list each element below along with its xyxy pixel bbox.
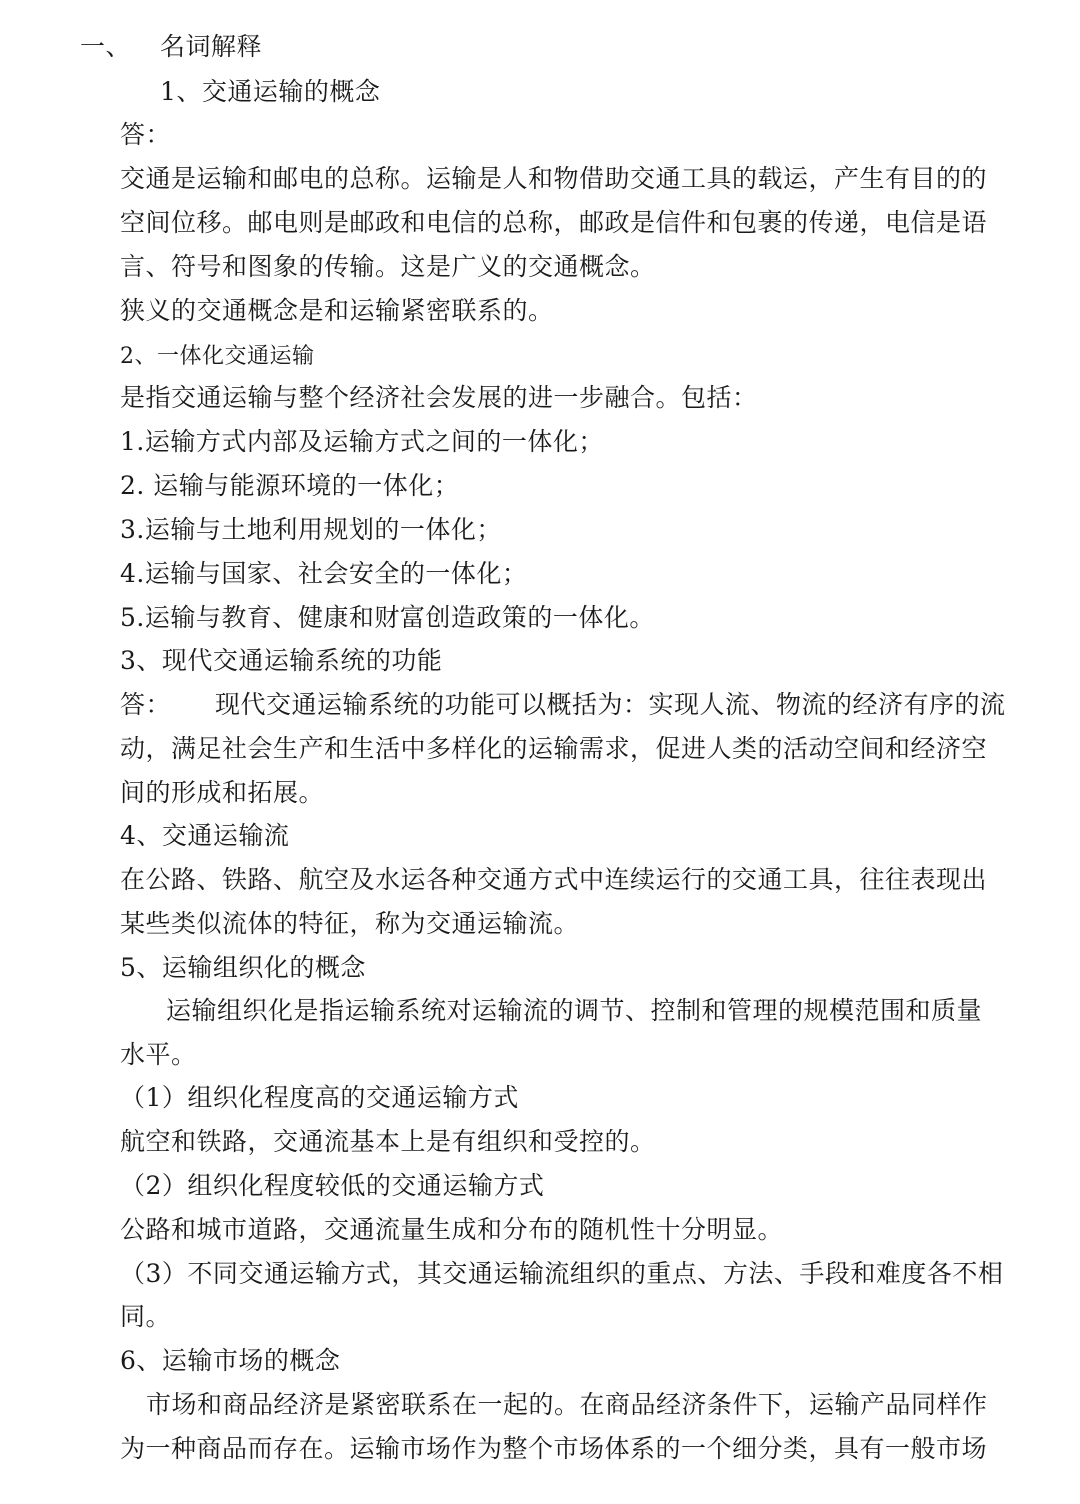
item-4-line-2: 某些类似流体的特征，称为交通运输流。 — [120, 909, 580, 938]
item-3-line-1: 现代交通运输系统的功能可以概括为：实现人流、物流的经济有序的流 — [215, 690, 1006, 719]
item-5-line-2: 水平。 — [120, 1040, 197, 1069]
item-1-line-4: 狭义的交通概念是和运输紧密联系的。 — [120, 296, 554, 325]
item-2-line-1: 是指交通运输与整个经济社会发展的进一步融合。包括： — [120, 383, 758, 412]
item-2-line-3: 2. 运输与能源环境的一体化； — [120, 471, 460, 500]
item-2-heading: 2、一体化交通运输 — [120, 344, 315, 369]
item-1-heading: 1、交通运输的概念 — [160, 77, 381, 106]
item-5-line-3: （1）组织化程度高的交通运输方式 — [120, 1083, 519, 1112]
item-5-line-8: 同。 — [120, 1302, 172, 1331]
section-title: 名词解释 — [160, 32, 263, 61]
item-3-heading: 3、现代交通运输系统的功能 — [120, 646, 443, 675]
item-4-heading: 4、交通运输流 — [120, 821, 290, 850]
item-1-line-3: 言、符号和图象的传输。这是广义的交通概念。 — [120, 252, 656, 281]
item-2-line-2: 1.运输方式内部及运输方式之间的一体化； — [120, 427, 604, 456]
item-6-line-1: 市场和商品经济是紧密联系在一起的。在商品经济条件下，运输产品同样作 — [146, 1390, 988, 1419]
item-5-line-7: （3）不同交通运输方式，其交通运输流组织的重点、方法、手段和难度各不相 — [120, 1259, 1004, 1288]
item-3-line-3: 间的形成和拓展。 — [120, 778, 325, 807]
item-6-heading: 6、运输市场的概念 — [120, 1346, 341, 1375]
item-5-line-4: 航空和铁路，交通流基本上是有组织和受控的。 — [120, 1127, 656, 1156]
item-6-line-2: 为一种商品而存在。运输市场作为整个市场体系的一个细分类，具有一般市场 — [120, 1434, 988, 1463]
item-1-line-1: 交通是运输和邮电的总称。运输是人和物借助交通工具的载运，产生有目的的 — [120, 164, 988, 193]
item-2-line-5: 4.运输与国家、社会安全的一体化； — [120, 559, 528, 588]
item-1-line-2: 空间位移。邮电则是邮政和电信的总称，邮政是信件和包裹的传递，电信是语 — [120, 208, 988, 237]
item-2-line-6: 5.运输与教育、健康和财富创造政策的一体化。 — [120, 603, 655, 632]
item-1-answer-label: 答： — [120, 120, 172, 149]
item-4-line-1: 在公路、铁路、航空及水运各种交通方式中连续运行的交通工具，往往表现出 — [120, 865, 988, 894]
item-5-line-6: 公路和城市道路，交通流量生成和分布的随机性十分明显。 — [120, 1215, 784, 1244]
item-5-line-1: 运输组织化是指运输系统对运输流的调节、控制和管理的规模范围和质量 — [166, 996, 983, 1025]
item-3-line-2: 动，满足社会生产和生活中多样化的运输需求，促进人类的活动空间和经济空 — [120, 734, 988, 763]
item-5-line-5: （2）组织化程度较低的交通运输方式 — [120, 1171, 545, 1200]
item-2-line-4: 3.运输与土地利用规划的一体化； — [120, 515, 502, 544]
section-number: 一、 — [80, 32, 132, 61]
item-3-answer-label: 答： — [120, 690, 172, 719]
item-5-heading: 5、运输组织化的概念 — [120, 953, 366, 982]
